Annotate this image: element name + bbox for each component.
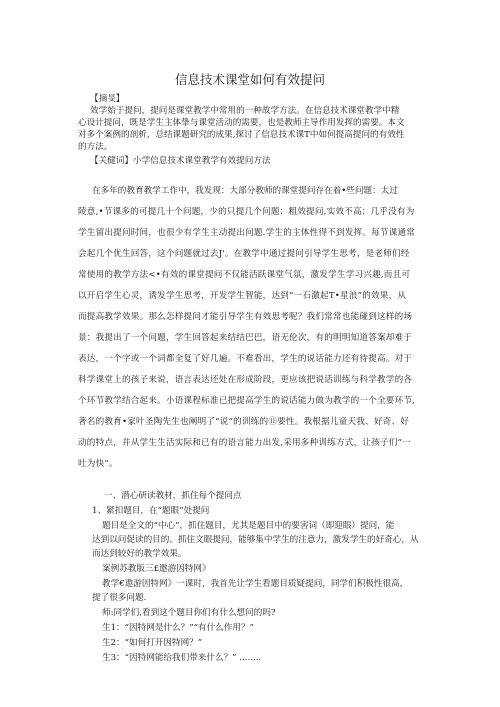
body-line: 景：我提出了一个问题，学生回答起来结结巴巴，语无伦次，有的明明知道答案却难于: [78, 333, 413, 343]
body-line: 以开启学生心灵，诱发学生思考，开发学生智能，达到“一石激起T•星浪”的效果，从: [78, 291, 407, 301]
case-title: 案例苏教版三£邀游因特网》: [102, 564, 211, 574]
body-line: 陵意,•节课多的可提几十个问题，少的只提几个问题；粗效提问,实效不高；几乎没有为: [78, 207, 415, 217]
abstract-line: 效学始于提问，提问是课堂教学中常用的一种故学方法。在信息技术课堂教学中精: [90, 106, 400, 116]
body-line: 在多年的教育教学工作中，我发现：大部分教师的课堂提问存在着•些问题：太过: [92, 186, 398, 196]
section-heading: 一、潜心研读教材，抓住每个提问点: [104, 491, 242, 501]
body-line: 学生留出提问时间，也很少有学生主动提出问题.学生的主体性得不到发挥。每节课通常: [78, 228, 416, 238]
case-line: 提了很多问题.: [92, 593, 147, 603]
dialogue-line: 生1：“因特网是什么？”“有什么作用？”: [102, 623, 254, 633]
body-line: 而提高教学效果。那么怎样提问才能引导学生有效思考呢？我们常常也能碰到这样的场: [78, 312, 413, 322]
dialogue-line: 师:同学们,看到这个题目你们有什么想问的吗?: [102, 608, 276, 618]
body-line: 会起几个优生回答，这个问题就过去J'。在教学中通过提问引导学生思考，是老师们经: [78, 249, 410, 259]
subsection-heading: 1、紧扣题目，在“题眼”处提问: [92, 506, 210, 516]
abstract-line: 心设计提问，既是学生主体挚与课堂活动的需要，也是教师主导作用发挥的需要。本文: [78, 118, 405, 128]
body-line: 动的特点，并从学生生活实际和已有的语言能力出发,采用多种训练方式，让孩子们“一: [78, 438, 411, 448]
abstract-line: 的方法。: [78, 142, 113, 152]
body-line: 著名的教育•家叶圣陶先生也阐明了“说”的训练的⑪要性。我根据儿童天我、好奇、好: [78, 417, 410, 427]
body-line: 吐为快”。: [78, 459, 118, 469]
dialogue-line: 生2：“如何打开因特网？”: [102, 638, 203, 648]
body-line: 常使用的教学方法<•有效的课堂提问不仅能活跃课堂气氛，激发学生学习兴趣,而且可: [78, 270, 411, 280]
paragraph-line: 而达到较好的教学效果。: [92, 549, 187, 559]
keywords-line: 【关健词】小学信息技术课堂教学有效提问方法: [90, 156, 271, 166]
abstract-line: 对多个案例的剖析，总结课题研究的成果,探讨了信息技术课T中如何提高提问的有效性: [78, 130, 405, 140]
case-line: 教学€遨游因特网》一课时，我首先让学生看题目质疑提问，同学们积极性很高，: [102, 579, 409, 589]
abstract-label: 【摘旻】: [90, 94, 125, 104]
paragraph-line: 达到以问促读的目的。抓住文眼提问，能够集中学生的注意力，激发学生的好奇心，从: [92, 535, 419, 545]
dialogue-line: 生3：“因特网能给我们带来什么？” ........: [102, 653, 262, 663]
body-line: 个环节教学结合起来。小语课程标准已把提高学生的说话能力做为教学的一个全要环节,: [78, 396, 416, 406]
body-line: 科学课堂上的孩子来说，语言表达还处在形成阶段，更应该把说话训练与科学教学的各: [78, 375, 413, 385]
paragraph-line: 题目是全文的“中心”，抓住题目，尤其是题目中的要害词（即迎眼）提问，能: [102, 521, 395, 531]
document-title: 信息技术课堂如何有效提问: [174, 72, 325, 87]
body-line: 表达，一个字或一个词都全复了好几遍。不难看出，学生的说话能力还有待提高。对于: [78, 354, 413, 364]
